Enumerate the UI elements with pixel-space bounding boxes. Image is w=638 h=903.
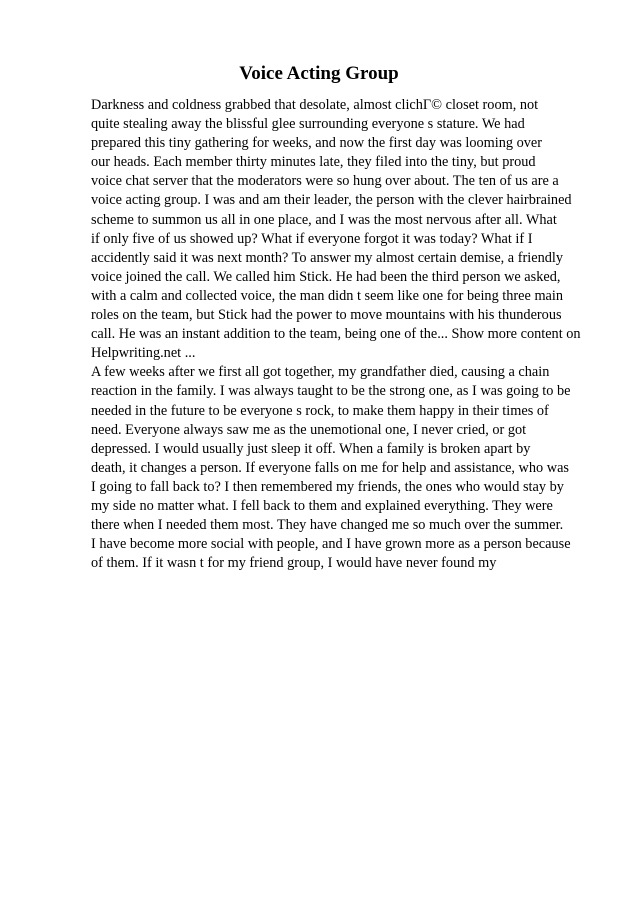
- text-line: death, it changes a person. If everyone falls on me for help and assistance, who was: [91, 459, 569, 476]
- text-line: A few weeks after we first all got together, my grandfather died, causing a chain: [91, 364, 550, 381]
- text-line: if only five of us showed up? What if everyone forgot it was today? What if I: [91, 230, 533, 247]
- document-body: [91, 96, 601, 573]
- text-line: I going to fall back to? I then remembered my friends, the ones who would stay by: [91, 478, 564, 495]
- text-line: prepared this tiny gathering for weeks, and now the first day was looming over: [91, 135, 543, 152]
- text-line: voice acting group. I was and am their leader, the person with the clever hairbrained: [91, 192, 572, 209]
- text-line: Helpwriting.net ...: [91, 345, 196, 362]
- text-line: voice joined the call. We called him Stick. He had been the third person we asked,: [91, 268, 561, 285]
- text-line: quite stealing away the blissful glee surrounding everyone s stature. We had: [91, 116, 525, 133]
- text-line: scheme to summon us all in one place, and I was the most nervous after all. What: [91, 211, 557, 228]
- text-line: reaction in the family. I was always taught to be the strong one, as I was going to be: [91, 383, 571, 400]
- text-line: with a calm and collected voice, the man didn t seem like one for being three main: [91, 287, 564, 304]
- text-line: Darkness and coldness grabbed that desolate, almost clichГ© closet room, not: [91, 97, 539, 113]
- text-line: accidently said it was next month? To answer my almost certain demise, a friendly: [91, 249, 563, 266]
- text-line: need. Everyone always saw me as the unemotional one, I never cried, or got: [91, 421, 527, 438]
- text-line: needed in the future to be everyone s rock, to make them happy in their times of: [91, 402, 549, 419]
- text-line: voice chat server that the moderators were so hung over about. The ten of us are a: [91, 173, 559, 190]
- text-line: my side no matter what. I fell back to them and explained everything. They were: [91, 497, 553, 514]
- text-line: depressed. I would usually just sleep it off. When a family is broken apart by: [91, 440, 531, 457]
- text-line: roles on the team, but Stick had the power to move mountains with his thunderous: [91, 307, 562, 324]
- text-line: I have become more social with people, and I have grown more as a person because: [91, 536, 571, 553]
- text-line: there when I needed them most. They have changed me so much over the summer.: [91, 517, 564, 534]
- page-title: Voice Acting Group: [239, 63, 399, 84]
- text-line: our heads. Each member thirty minutes late, they filed into the tiny, but proud: [91, 154, 536, 171]
- text-line: call. He was an instant addition to the team, being one of the... Show more content on: [91, 326, 581, 343]
- text-line: of them. If it wasn t for my friend group, I would have never found my: [91, 555, 497, 572]
